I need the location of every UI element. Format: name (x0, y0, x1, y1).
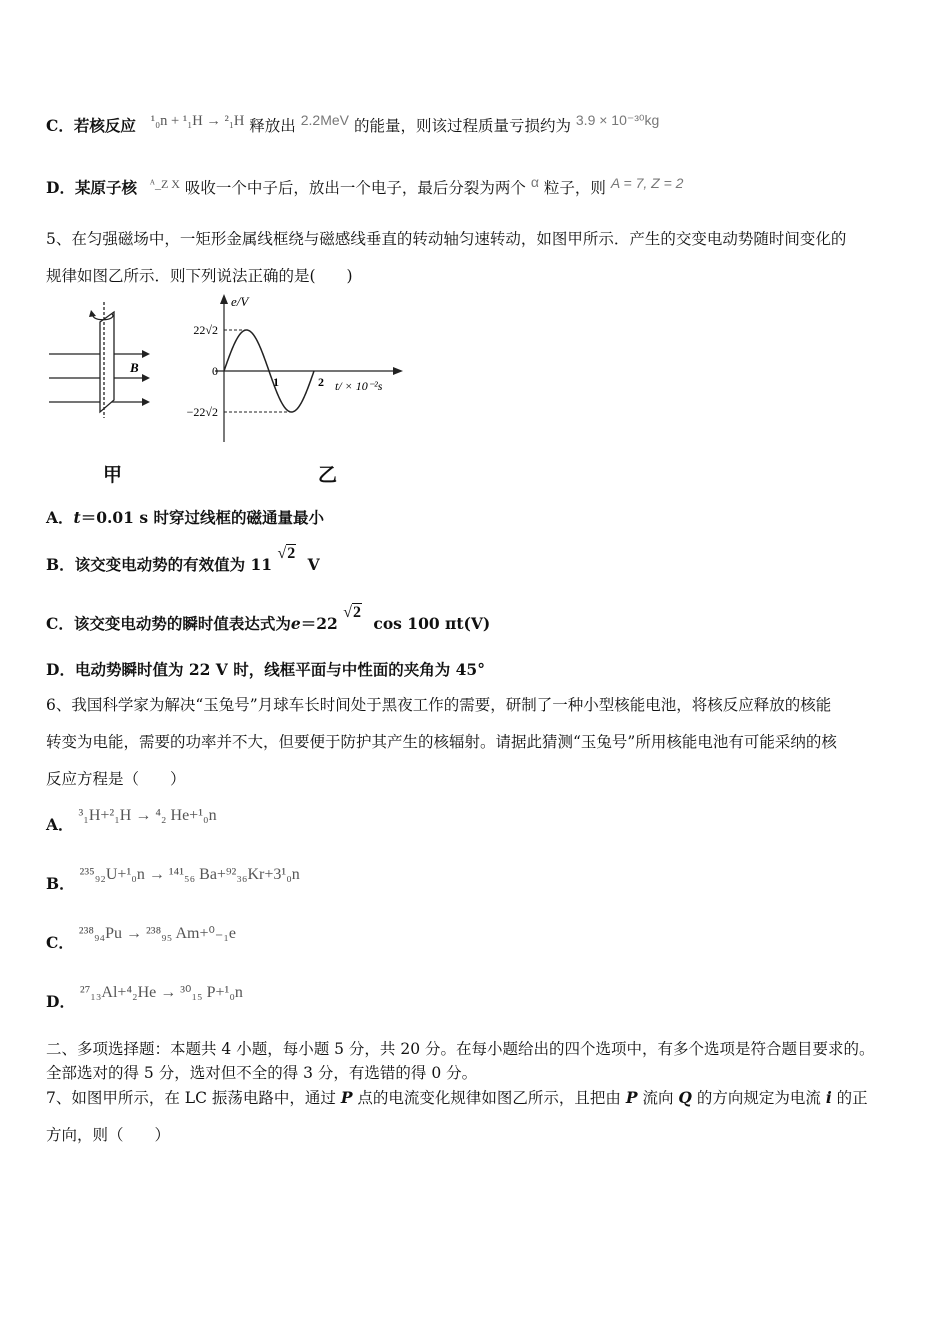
q5-option-b (46, 545, 320, 576)
q6-option-d-formula: ²⁷₁₃Al+⁴₂He → ³⁰₁₅ P+¹₀n (79, 984, 243, 1001)
q5-option-a-prefix: A． (46, 508, 74, 527)
q4-option-d (46, 174, 684, 199)
q7-var-q: Q (678, 1088, 692, 1107)
x-axis-label: t/ × 10⁻²s (335, 379, 383, 393)
q7-var-p2: P (625, 1088, 638, 1107)
wire-frame (100, 312, 114, 412)
field-arrow-3 (142, 398, 150, 406)
q4-option-d-mid: 吸收一个中子后，放出一个电子，最后分裂为两个 (184, 179, 526, 197)
q5-option-c-mid: ＝22 (300, 614, 338, 633)
q5-option-b-radicand: 2 (287, 545, 296, 562)
q5-option-c-sqrt: √2 (343, 604, 361, 621)
q6-option-c-label: C． (46, 933, 74, 952)
y-tick-label: 22√2 (193, 323, 218, 337)
q5-option-c (46, 604, 491, 635)
q4-option-d-result: A = 7, Z = 2 (610, 175, 684, 191)
q6-option-b (46, 866, 300, 895)
q6-option-d-label: D． (46, 992, 75, 1011)
q5-option-b-sqrt: √2 (277, 545, 296, 562)
q7-line1-a: 7、如图甲所示，在 LC 振荡电路中，通过 (46, 1089, 336, 1107)
y-axis-label: e/V (231, 294, 249, 309)
q5-option-d: D．电动势瞬时值为 22 V 时，线框平面与中性面的夹角为 45° (46, 660, 485, 679)
q7-var-p: P (340, 1088, 353, 1107)
q6-option-d (46, 984, 243, 1013)
q6-option-a-formula: ³₁H+²₁H → ⁴₂ He+¹₀n (78, 807, 217, 824)
q7-line1-e: 的正 (836, 1089, 868, 1107)
q5-option-a-rest: ＝0.01 s 时穿过线框的磁通量最小 (80, 508, 324, 527)
figure-jia (44, 300, 154, 420)
q7-line1-b: 点的电流变化规律如图乙所示，且把由 (357, 1089, 621, 1107)
q4-option-c-mass: 3.9 × 10⁻³⁰kg (575, 112, 660, 128)
rotation-arrow-head (89, 310, 96, 317)
q4-option-c (46, 112, 660, 137)
q5-stem-line1: 5、在匀强磁场中，一矩形金属线框绕与磁感线垂直的转动轴匀速转动，如图甲所示．产生的交变电动势随时间变化的 (46, 230, 847, 248)
q5-option-a (46, 508, 324, 528)
q4-option-c-energy: 2.2MeV (300, 112, 349, 128)
q4-option-d-alpha: α (530, 174, 539, 190)
q7-line1 (46, 1088, 868, 1108)
q4-option-c-mid: 释放出 (249, 117, 296, 135)
q5-option-b-unit: V (307, 555, 320, 574)
section2-line1: 二、多项选择题：本题共 4 小题，每小题 5 分，共 20 分。在每小题给出的四个选项中，有多个选项是符合题目要求的。 (46, 1040, 875, 1058)
q6-option-a (46, 807, 217, 836)
figure-jia-caption: 甲 (103, 464, 123, 486)
y-axis-arrow (220, 294, 228, 304)
x-axis-arrow (393, 367, 403, 375)
q5-option-c-rest: cos 100 πt(V) (373, 614, 491, 633)
q6-stem-line2: 转变为电能，需要的功率并不大，但要便于防护其产生的核辐射。请据此猜测“玉兔号”所用核能电池有可能采纳的核 (46, 733, 837, 751)
q6-option-c (46, 925, 237, 954)
q7-line1-d: 的方向规定为电流 (696, 1089, 821, 1107)
q6-option-c-formula: ²³⁸₉₄Pu → ²³⁸₉₅ Am+⁰₋₁e (78, 925, 237, 942)
q6-option-a-label: A． (46, 815, 74, 834)
q5-option-c-text: C．该交变电动势的瞬时值表达式为 (46, 614, 291, 633)
field-arrow-2 (142, 374, 150, 382)
q7-var-i: i (825, 1088, 832, 1107)
q4-option-d-nucleus: ᴬ_Z X (149, 177, 180, 191)
q5-option-c-radicand: 2 (352, 604, 361, 621)
q4-option-c-label: C．若核反应 (46, 116, 136, 135)
q4-option-d-mid2: 粒子，则 (543, 179, 606, 197)
q5-option-c-var: e (290, 614, 301, 633)
q4-option-d-label: D．某原子核 (46, 178, 137, 197)
figure-yi-caption: 乙 (318, 464, 338, 486)
y-tick-label: −22√2 (186, 405, 218, 419)
field-arrow-1 (142, 350, 150, 358)
section2-line2: 全部选对的得 5 分，选对但不全的得 3 分，有选错的得 0 分。 (46, 1064, 478, 1082)
q5-stem-line2: 规律如图乙所示．则下列说法正确的是( ) (46, 267, 353, 285)
x-tick-label: 1 (273, 375, 279, 389)
q7-line1-c: 流向 (642, 1089, 674, 1107)
field-label-b: B (130, 360, 139, 375)
q7-line2: 方向，则（ ） (46, 1126, 171, 1144)
q4-option-c-mid2: 的能量，则该过程质量亏损约为 (353, 117, 571, 135)
y-tick-label: 0 (212, 364, 218, 378)
x-tick-label: 2 (318, 375, 324, 389)
q6-stem-line1: 6、我国科学家为解决“玉兔号”月球车长时间处于黑夜工作的需要，研制了一种小型核能电池，将核反应释放的核能 (46, 696, 832, 714)
q6-option-b-formula: ²³⁵₉₂U+¹₀n → ¹⁴¹₅₆ Ba+⁹²₃₆Kr+3¹₀n (79, 866, 300, 883)
chart-yi (165, 292, 410, 452)
q5-option-a-var: t (73, 508, 81, 527)
q5-option-b-text: B．该交变电动势的有效值为 11 (46, 555, 273, 574)
q6-option-b-label: B． (46, 874, 75, 893)
q6-stem-line3: 反应方程是（ ） (46, 770, 186, 788)
q4-option-c-formula: ¹₀n + ¹₁H → ²₁H (150, 113, 245, 129)
